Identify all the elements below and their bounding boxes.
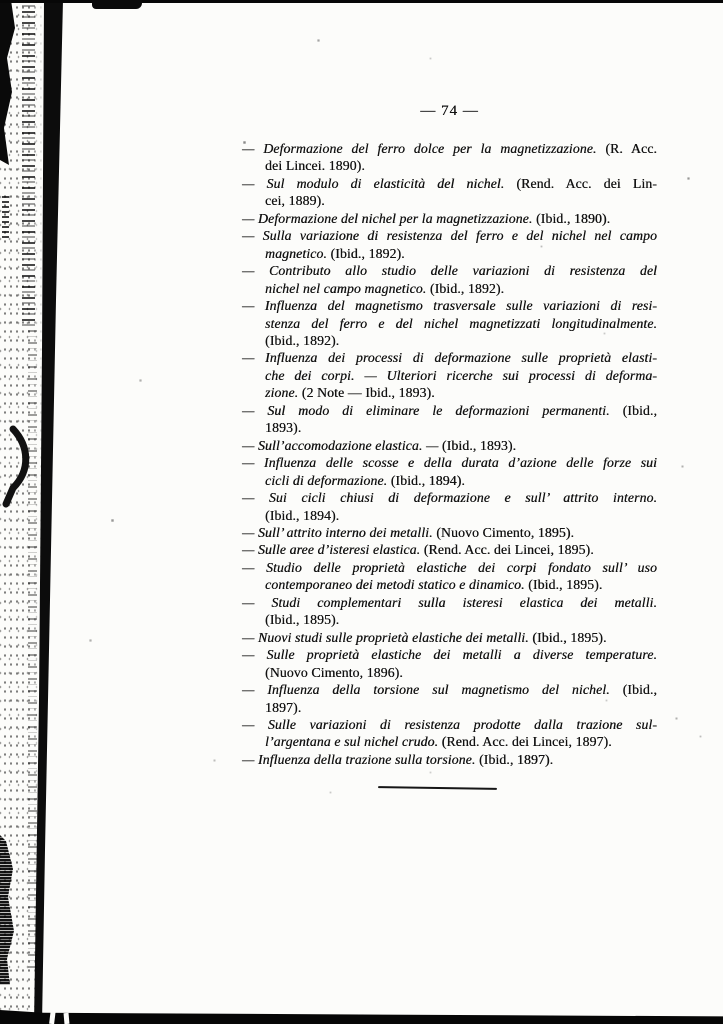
bib-line bbox=[242, 751, 657, 768]
bib-title-text: — Contributo allo studio delle variazioni di resistenza del bbox=[242, 263, 657, 279]
bib-reference-text: (Rend. Acc. dei Lincei, 1897). bbox=[441, 734, 612, 750]
bib-line bbox=[242, 210, 657, 227]
bib-title-text: — Influenza della trazione sulla torsione. bbox=[242, 751, 476, 767]
bib-line bbox=[242, 629, 657, 646]
bib-title-text: — Sulle variazioni di resistenza prodotte dalla trazione sul- bbox=[242, 716, 657, 732]
bib-line bbox=[242, 157, 657, 174]
footer-rule bbox=[378, 786, 497, 790]
bib-title-text: — Sulle proprietà elastiche dei metalli a diverse temperature. bbox=[242, 647, 657, 663]
bib-reference-text: 1897). bbox=[265, 699, 302, 715]
bib-title-text: — Studio delle proprietà elastiche dei corpi fondato sull’ uso bbox=[242, 559, 657, 575]
bib-line bbox=[242, 192, 657, 209]
bib-item bbox=[242, 559, 657, 594]
bib-reference-text: (R. Acc. bbox=[605, 141, 657, 156]
bib-line bbox=[242, 646, 657, 663]
bib-item bbox=[242, 297, 657, 349]
bib-reference-text: (2 Note — Ibid., 1893). bbox=[301, 385, 435, 401]
bib-title-text: — Influenza della torsione sul magnetismo del nichel. bbox=[242, 682, 610, 698]
bib-reference-text: (Ibid., 1894). bbox=[390, 472, 465, 488]
bib-line bbox=[242, 297, 657, 314]
scan-bottom-edge bbox=[0, 1004, 723, 1024]
bib-line bbox=[242, 664, 657, 681]
bib-line bbox=[242, 699, 657, 716]
bib-line bbox=[242, 384, 657, 401]
bib-line bbox=[242, 175, 657, 192]
bib-title-text: — Deformazione del nichel per la magnetizzazione. bbox=[242, 210, 533, 226]
bib-line bbox=[242, 140, 657, 157]
bib-title-text: — Sulla variazione di resistenza del ferro e del nichel nel campo bbox=[242, 228, 657, 244]
scan-bracket-mark bbox=[0, 424, 36, 514]
bib-item bbox=[242, 751, 657, 768]
bib-title-text: magnetico. bbox=[265, 245, 327, 261]
bib-item bbox=[242, 402, 657, 437]
bib-reference-text: (Nuovo Cimento, 1896). bbox=[265, 664, 403, 680]
bib-item bbox=[242, 489, 657, 524]
bib-line bbox=[242, 472, 657, 489]
bib-reference-text: cei, 1889). bbox=[265, 193, 325, 209]
bib-item bbox=[242, 210, 657, 227]
bib-reference-text: (Rend. Acc. dei Lin- bbox=[516, 175, 657, 191]
bib-line bbox=[242, 681, 657, 698]
bib-line bbox=[242, 594, 657, 611]
bib-reference-text: (Ibid., 1890). bbox=[535, 210, 611, 226]
scan-specks bbox=[0, 0, 1, 1]
bib-reference-text: (Ibid., 1894). bbox=[265, 507, 340, 523]
bib-item bbox=[242, 629, 657, 646]
bib-title-text: zione. bbox=[265, 385, 299, 401]
bib-title-text: che dei corpi. — Ulteriori ricerche sui processi di deforma- bbox=[265, 367, 657, 383]
bib-line bbox=[242, 611, 657, 628]
bib-title-text: stenza del ferro e del nichel magnetizzati longitudinalmente. bbox=[265, 315, 657, 331]
bib-title-text: — Influenza dei processi di deformazione sulle proprietà elasti- bbox=[242, 350, 657, 366]
bib-reference-text: (Ibid., 1892). bbox=[265, 332, 340, 348]
bib-title-text: — Sul modo di eliminare le deformazioni permanenti. bbox=[242, 402, 610, 418]
bib-line bbox=[242, 716, 657, 733]
scan-edge-mark bbox=[2, 196, 9, 240]
bib-reference-text: (Ibid., 1892). bbox=[330, 245, 405, 261]
scan-streak-top bbox=[22, 0, 35, 330]
bib-line bbox=[242, 507, 657, 524]
bib-title-text: — Deformazione del ferro dolce per la magnetizzazione. bbox=[242, 141, 597, 156]
bibliography bbox=[242, 140, 657, 768]
bib-title-text: — Sui cicli chiusi di deformazione e sull’ attrito interno. bbox=[242, 490, 657, 506]
bib-line bbox=[242, 227, 657, 244]
bib-reference-text: (Rend. Acc. dei Lincei, 1895). bbox=[423, 542, 594, 558]
bib-reference-text: (Ibid., 1895). bbox=[265, 612, 340, 628]
bib-line bbox=[242, 733, 657, 750]
bib-line bbox=[242, 541, 657, 558]
page-number: — 74 — bbox=[420, 103, 479, 119]
bib-item bbox=[242, 716, 657, 751]
bib-title-text: — Sull’accomodazione elastica. — bbox=[242, 437, 439, 453]
bib-item bbox=[242, 594, 657, 629]
bib-line bbox=[242, 349, 657, 366]
bib-item bbox=[242, 262, 657, 297]
bib-line bbox=[242, 332, 657, 349]
bib-reference-text: (Ibid., 1892). bbox=[429, 280, 505, 296]
bib-item bbox=[242, 437, 657, 454]
bib-title-text: contemporaneo dei metodi statico e dinamico. bbox=[265, 577, 525, 593]
bib-item bbox=[242, 227, 657, 262]
bib-line bbox=[242, 402, 657, 419]
bib-line bbox=[242, 419, 657, 436]
bib-item bbox=[242, 524, 657, 541]
bib-title-text: cicli di deformazione. bbox=[265, 472, 388, 488]
bib-title-text: — Sulle aree d’isteresi elastica. bbox=[242, 542, 421, 558]
bib-title-text: — Nuovi studi sulle proprietà elastiche dei metalli. bbox=[242, 629, 529, 645]
bib-item bbox=[242, 140, 657, 175]
bib-line bbox=[242, 576, 657, 593]
bib-reference-text: (Ibid., bbox=[622, 682, 657, 698]
bib-reference-text: (Ibid., bbox=[622, 402, 657, 418]
bib-title-text: — Sull’ attrito interno dei metalli. bbox=[242, 524, 433, 540]
bib-title-text: — Influenza delle scosse e della durata d’azione delle forze sui bbox=[242, 455, 657, 471]
bib-line bbox=[242, 262, 657, 279]
scan-bottom-nick bbox=[64, 1013, 70, 1024]
bib-reference-text: (Ibid., 1895). bbox=[528, 577, 603, 593]
bib-item bbox=[242, 454, 657, 489]
bib-reference-text: dei Lincei. 1890). bbox=[265, 158, 365, 174]
bib-line bbox=[242, 245, 657, 262]
bib-item bbox=[242, 541, 657, 558]
bib-item bbox=[242, 349, 657, 401]
scan-top-edge-blob bbox=[92, 0, 142, 9]
bib-reference-text: (Ibid., 1895). bbox=[532, 629, 607, 645]
bib-title-text: — Sul modulo di elasticità del nichel. bbox=[242, 175, 505, 191]
bib-line bbox=[242, 559, 657, 576]
bib-reference-text: (Ibid., 1897). bbox=[478, 751, 554, 767]
bib-title-text: — Studi complementari sulla isteresi elastica dei metalli. bbox=[242, 594, 657, 610]
bib-line bbox=[242, 524, 657, 541]
bib-title-text: l’argentana e sul nichel crudo. bbox=[265, 734, 439, 750]
bib-item bbox=[242, 175, 657, 210]
bib-reference-text: 1893). bbox=[265, 420, 302, 436]
bib-line bbox=[242, 280, 657, 297]
bib-item bbox=[242, 646, 657, 681]
bib-item bbox=[242, 681, 657, 716]
bib-line bbox=[242, 437, 657, 454]
bib-reference-text: (Ibid., 1893). bbox=[441, 437, 517, 453]
bib-title-text: nichel nel campo magnetico. bbox=[265, 280, 427, 296]
bib-line bbox=[242, 315, 657, 332]
bib-reference-text: (Nuovo Cimento, 1895). bbox=[436, 524, 575, 540]
bib-title-text: — Influenza del magnetismo trasversale sulle variazioni di resi- bbox=[242, 298, 657, 314]
bib-line bbox=[242, 489, 657, 506]
bib-line bbox=[242, 367, 657, 384]
bib-line bbox=[242, 454, 657, 471]
